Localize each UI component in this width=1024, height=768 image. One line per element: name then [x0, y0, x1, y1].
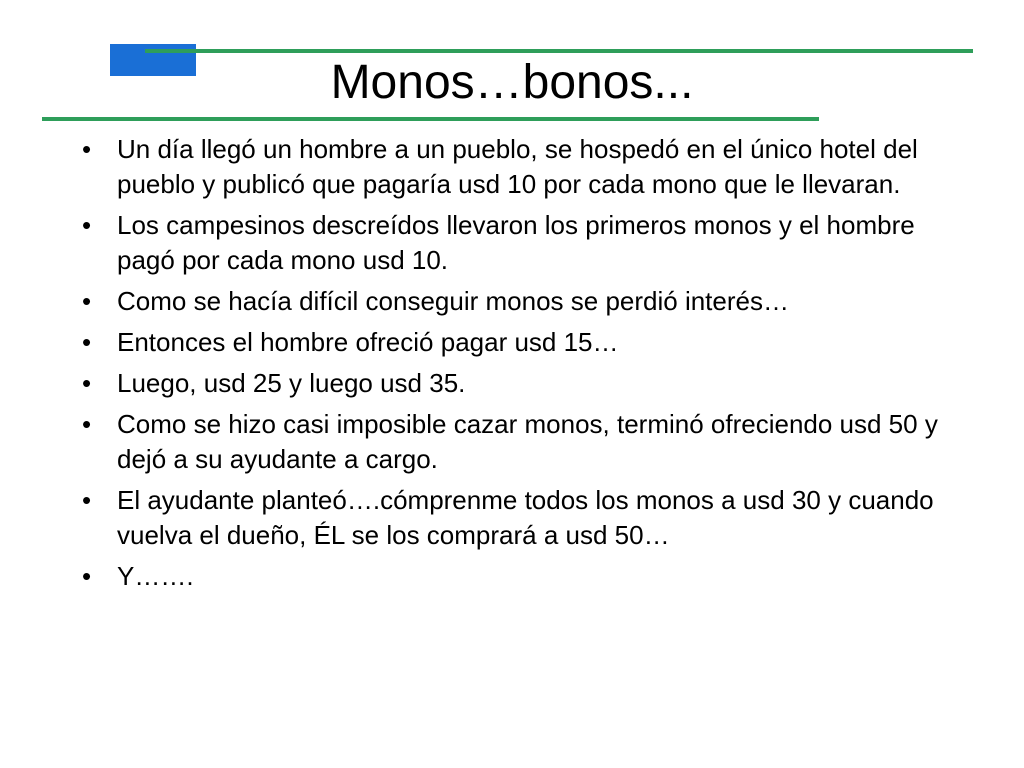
bullet-icon: • [82, 286, 92, 316]
slide-title: Monos…bonos... [330, 56, 694, 109]
bullet-item [82, 208, 952, 278]
bullet-text: Y……. [117, 561, 194, 591]
bullet-icon: • [82, 561, 92, 591]
bullet-item [82, 483, 952, 553]
bullet-icon: • [82, 485, 92, 515]
bullet-text: Los campesinos descreídos llevaron los primeros monos y el hombre pagó por cada mono usd 10. [117, 210, 915, 275]
bullet-item [82, 366, 952, 401]
bullet-icon: • [82, 368, 92, 398]
bullet-item [82, 559, 952, 594]
bullet-item [82, 325, 952, 360]
bullet-text: Luego, usd 25 y luego usd 35. [117, 368, 466, 398]
bullet-item [82, 407, 952, 477]
title-accent-line-bottom [42, 117, 819, 121]
bullet-text: Un día llegó un hombre a un pueblo, se hospedó en el único hotel del pueblo y publicó que pagaría usd 10 por cada mono que le llevaran. [117, 134, 918, 199]
bullet-text: El ayudante planteó….cómprenme todos los monos a usd 30 y cuando vuelva el dueño, ÉL se los comprará a usd 50… [117, 485, 934, 550]
bullet-item [82, 284, 952, 319]
bullet-list [82, 132, 952, 600]
bullet-text: Como se hizo casi imposible cazar monos, terminó ofreciendo usd 50 y dejó a su ayudante a cargo. [117, 409, 938, 474]
bullet-icon: • [82, 327, 92, 357]
bullet-text: Entonces el hombre ofreció pagar usd 15… [117, 327, 619, 357]
bullet-icon: • [82, 409, 92, 439]
bullet-text: Como se hacía difícil conseguir monos se perdió interés… [117, 286, 789, 316]
bullet-icon: • [82, 210, 92, 240]
bullet-item [82, 132, 952, 202]
bullet-icon: • [82, 134, 92, 164]
